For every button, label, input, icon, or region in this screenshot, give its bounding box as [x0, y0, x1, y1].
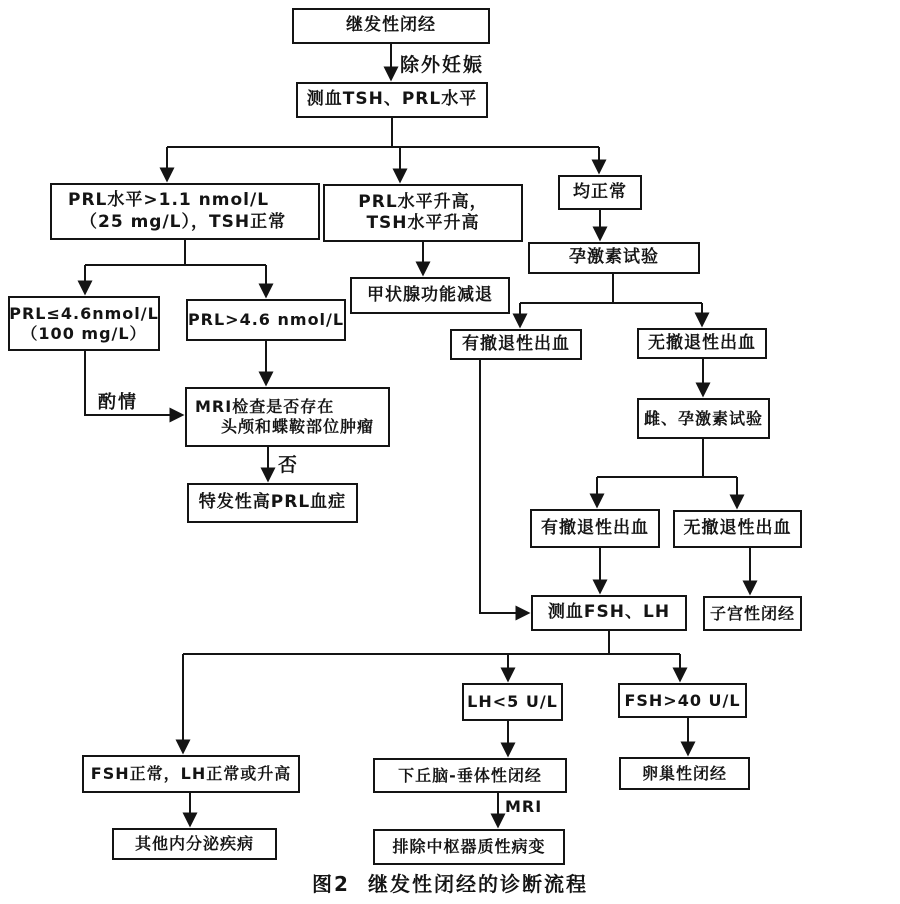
- node-prl-tsh-high: PRL水平升高， TSH水平升高: [323, 184, 523, 242]
- node-idiopathic-prl: 特发性高PRL血症: [187, 483, 358, 523]
- edge-split2-rails: [85, 240, 266, 265]
- node-fsh-gt-40: FSH>40 U/L: [618, 683, 747, 718]
- edge-split3-rails: [520, 274, 702, 303]
- node-fsh-normal-lh: FSH正常，LH正常或升高: [82, 755, 300, 793]
- node-progestin-test: 孕激素试验: [528, 242, 700, 274]
- edge-label-no: 否: [278, 454, 300, 476]
- node-prl-gt-1-1: PRL水平>1.1 nmol/L （25 mg/L），TSH正常: [50, 183, 320, 240]
- node-measure-fsh-lh: 测血FSH、LH: [531, 595, 687, 631]
- node-lh-lt-5: LH<5 U/L: [462, 683, 563, 721]
- node-mri-check: MRI检查是否存在 头颅和蝶鞍部位肿瘤: [185, 387, 390, 447]
- node-withdrawal-yes-1: 有撤退性出血: [450, 329, 582, 360]
- node-other-endocrine: 其他内分泌疾病: [112, 828, 277, 860]
- node-prl-gt-4-6: PRL>4.6 nmol/L: [186, 299, 346, 341]
- node-withdrawal-no-2: 无撤退性出血: [673, 510, 802, 548]
- figure-caption-label: 图2: [312, 872, 350, 896]
- edge-split1-rails: [167, 118, 599, 147]
- edge-split5-rails: [183, 631, 680, 654]
- node-hypothyroidism: 甲状腺功能减退: [350, 277, 510, 314]
- node-all-normal: 均正常: [558, 175, 642, 210]
- node-estrogen-progestin-test: 雌、孕激素试验: [637, 398, 770, 439]
- node-withdrawal-yes-2: 有撤退性出血: [530, 509, 660, 548]
- edge-wy1-to-fshlh: [480, 360, 526, 613]
- edge-split4-rails: [597, 439, 737, 477]
- edge-label-exclude-pregnancy: 除外妊娠: [400, 54, 485, 76]
- node-exclude-cns: 排除中枢器质性病变: [373, 829, 565, 865]
- edge-label-as-appropriate: 酌情: [98, 392, 138, 413]
- figure-caption: [0, 868, 900, 897]
- node-uterine-amenorrhea: 子宫性闭经: [703, 596, 802, 631]
- node-secondary-amenorrhea: 继发性闭经: [292, 8, 490, 44]
- node-measure-tsh-prl: 测血TSH、PRL水平: [296, 82, 488, 118]
- node-withdrawal-no-1: 无撤退性出血: [637, 328, 767, 359]
- figure-caption-title: 继发性闭经的诊断流程: [367, 872, 588, 896]
- node-hypothalamic-pituitary: 下丘脑-垂体性闭经: [373, 758, 567, 793]
- node-prl-le-4-6: PRL≤4.6nmol/L （100 mg/L）: [8, 296, 160, 351]
- edge-label-mri: MRI: [505, 797, 543, 816]
- node-ovarian-amenorrhea: 卵巢性闭经: [619, 757, 750, 790]
